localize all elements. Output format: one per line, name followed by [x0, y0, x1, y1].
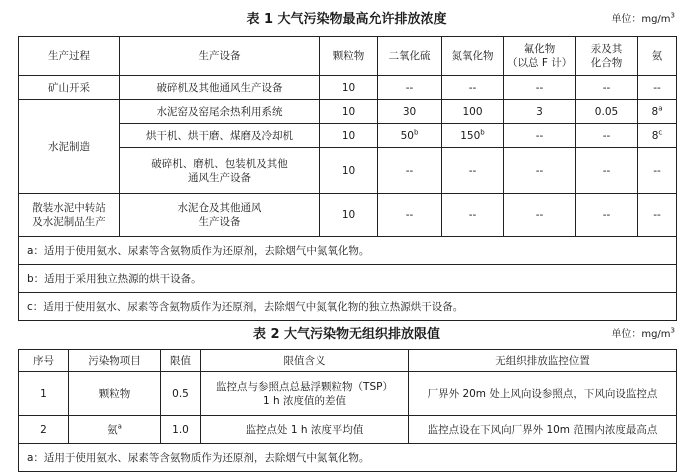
cell-nox: 150$^b$	[442, 124, 504, 148]
header-so2: 二氧化硫	[378, 37, 442, 76]
cell-process: 矿山开采	[19, 76, 120, 100]
cell-no: 2	[19, 416, 69, 444]
table1-note-row	[19, 237, 677, 265]
header-meaning: 限值含义	[201, 350, 409, 372]
table-row	[19, 372, 677, 416]
cell-hg: --	[576, 194, 638, 237]
cell-limit: 1.0	[161, 416, 201, 444]
table1-header-row	[19, 37, 677, 76]
cell-meaning: 监控点与参照点总悬浮颗粒物（TSP） 1 h 浓度值的差值	[201, 372, 409, 416]
table-row	[19, 100, 677, 124]
header-item: 污染物项目	[69, 350, 161, 372]
cell-nox: --	[442, 194, 504, 237]
cell-equipment: 破碎机、磨机、包装机及其他 通风生产设备	[120, 148, 320, 194]
cell-equipment: 破碎机及其他通风生产设备	[120, 76, 320, 100]
cell-pm: 10	[320, 100, 378, 124]
table1-note-a: a：适用于使用氨水、尿素等含氨物质作为还原剂，去除烟气中氮氧化物。	[19, 237, 677, 265]
cell-pm: 10	[320, 148, 378, 194]
cell-process: 水泥制造	[19, 100, 120, 194]
cell-location: 厂界外 20m 处上风向设参照点，下风向设监控点	[409, 372, 677, 416]
cell-equipment: 水泥窑及窑尾余热利用系统	[120, 100, 320, 124]
cell-nh3: --	[638, 76, 677, 100]
table-row	[19, 194, 677, 237]
cell-meaning: 监控点处 1 h 浓度平均值	[201, 416, 409, 444]
table1-note-c: c：适用于使用氨水、尿素等含氨物质作为还原剂，去除烟气中氮氧化物的独立热源烘干设备。	[19, 293, 677, 321]
cell-pm: 10	[320, 194, 378, 237]
cell-nh3: 8$^c$	[638, 124, 677, 148]
header-limit: 限值	[161, 350, 201, 372]
header-no: 序号	[19, 350, 69, 372]
table1-title-row	[0, 8, 693, 32]
header-nox: 氮氧化物	[442, 37, 504, 76]
cell-hg: --	[576, 148, 638, 194]
table2-fugitive-limits	[18, 349, 677, 472]
cell-so2: 50$^b$	[378, 124, 442, 148]
cell-pm: 10	[320, 124, 378, 148]
header-equipment: 生产设备	[120, 37, 320, 76]
cell-f: 3	[504, 100, 576, 124]
cell-nox: --	[442, 76, 504, 100]
header-particulate: 颗粒物	[320, 37, 378, 76]
cell-item: 氨$^a$	[69, 416, 161, 444]
table2-unit: 单位：$mg/m^3$	[611, 326, 675, 340]
cell-nh3: --	[638, 148, 677, 194]
cell-equipment: 水泥仓及其他通风 生产设备	[120, 194, 320, 237]
table2-header-row	[19, 350, 677, 372]
header-process: 生产过程	[19, 37, 120, 76]
cell-nh3: 8$^a$	[638, 100, 677, 124]
table2-note-a: a：适用于使用氨水、尿素等含氨物质作为还原剂，去除烟气中氮氧化物。	[19, 444, 677, 472]
cell-so2: --	[378, 76, 442, 100]
table1-title: 表 1 大气污染物最高允许排放浓度	[246, 12, 447, 27]
cell-f: --	[504, 194, 576, 237]
table1-note-b: b：适用于采用独立热源的烘干设备。	[19, 265, 677, 293]
cell-so2: --	[378, 148, 442, 194]
cell-pm: 10	[320, 76, 378, 100]
header-location: 无组织排放监控位置	[409, 350, 677, 372]
cell-nox: 100	[442, 100, 504, 124]
cell-process: 散装水泥中转站 及水泥制品生产	[19, 194, 120, 237]
cell-item: 颗粒物	[69, 372, 161, 416]
table-row	[19, 416, 677, 444]
table2-note-row	[19, 444, 677, 472]
table2-title-row	[0, 323, 693, 347]
header-ammonia: 氨	[638, 37, 677, 76]
cell-f: --	[504, 148, 576, 194]
cell-location: 监控点设在下风向厂界外 10m 范围内浓度最高点	[409, 416, 677, 444]
table1-unit: 单位：$mg/m^3$	[611, 11, 675, 25]
cell-no: 1	[19, 372, 69, 416]
table1-note-row	[19, 293, 677, 321]
cell-equipment: 烘干机、烘干磨、煤磨及冷却机	[120, 124, 320, 148]
table1-emission-limits	[18, 36, 677, 321]
header-fluoride: 氟化物 （以总 F 计）	[504, 37, 576, 76]
cell-f: --	[504, 76, 576, 100]
header-mercury: 汞及其 化合物	[576, 37, 638, 76]
cell-hg: --	[576, 124, 638, 148]
cell-hg: 0.05	[576, 100, 638, 124]
table-row	[19, 76, 677, 100]
cell-hg: --	[576, 76, 638, 100]
cell-nox: --	[442, 148, 504, 194]
table1-note-row	[19, 265, 677, 293]
cell-so2: --	[378, 194, 442, 237]
table2-title: 表 2 大气污染物无组织排放限值	[252, 327, 441, 342]
cell-f: --	[504, 124, 576, 148]
cell-nh3: --	[638, 194, 677, 237]
cell-limit: 0.5	[161, 372, 201, 416]
cell-so2: 30	[378, 100, 442, 124]
